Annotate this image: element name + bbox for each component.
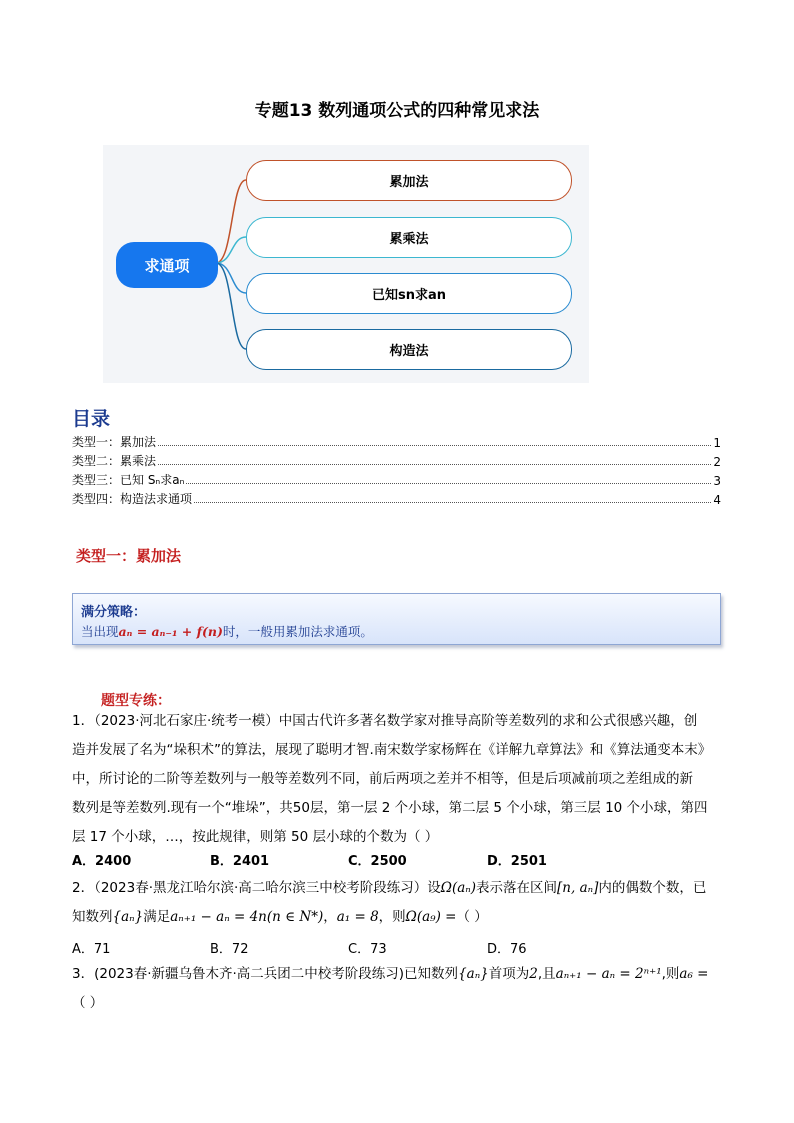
option-c[interactable]: C．2500	[348, 854, 407, 869]
toc-item-page: 3	[713, 474, 721, 488]
option-c[interactable]: C．73	[348, 942, 387, 957]
question-line: 中，所讨论的二阶等差数列与一般等差数列不同，前后两项之差并不相等，但是后项减前项之差组成的新	[72, 771, 693, 787]
q2-text: 内的偶数个数，已	[598, 880, 707, 896]
q2-math: a₁ = 8	[336, 909, 379, 925]
toc-item-3[interactable]	[72, 471, 721, 488]
strategy-title: 满分策略：	[81, 605, 147, 620]
toc-item-1[interactable]	[72, 433, 721, 450]
question-2	[72, 874, 724, 932]
question-line: 造并发展了名为“垛积术”的算法，展现了聪明才智.南宋数学家杨辉在《详解九章算法》和《算法通变本末》	[72, 742, 712, 758]
question-line	[72, 903, 724, 932]
q3-text: 3．(2023春·新疆乌鲁木齐·高二兵团二中校考阶段练习)已知数列	[72, 966, 459, 982]
connector-branch-3	[216, 263, 246, 293]
q2-text: 知数列	[72, 909, 113, 925]
q2-math: Ω(a₉) =	[405, 909, 457, 925]
q2-text: （ ）	[456, 909, 488, 925]
q3-math: aₙ₊₁ − aₙ = 2ⁿ⁺¹	[555, 966, 662, 982]
strategy-text	[81, 622, 373, 640]
question-line: 层 17 个小球，…，按此规律，则第 50 层小球的个数为（ ）	[72, 829, 439, 845]
q2-text: 表示落在区间	[476, 880, 558, 896]
q3-math: 2	[529, 966, 538, 982]
mind-map-root: 求通项	[116, 242, 218, 288]
strategy-text-post: 时，一般用累加法求通项。	[222, 624, 373, 639]
toc-heading: 目录	[72, 408, 111, 430]
option-a[interactable]: A．2400	[72, 854, 132, 869]
q3-math: {aₙ}	[458, 966, 489, 982]
q2-math: Ω(aₙ)	[440, 880, 477, 896]
q2-text: 满足	[143, 909, 171, 925]
toc-item-label: 类型一：累加法	[72, 435, 157, 449]
q2-text: ，	[323, 909, 337, 925]
q2-math: {aₙ}	[112, 909, 144, 925]
question-line: （ ）	[72, 995, 104, 1011]
question-line	[72, 874, 724, 903]
section-heading-type1: 类型一：累加法	[76, 547, 182, 565]
question-2-options	[72, 938, 724, 958]
toc-item-2[interactable]	[72, 452, 721, 469]
q3-text: ,则	[661, 966, 680, 982]
question-1-options	[72, 850, 724, 870]
toc-item-4[interactable]	[72, 490, 721, 507]
toc-leader-dots	[158, 464, 711, 465]
q3-text: 首项为	[488, 966, 530, 982]
q3-text: ,且	[537, 966, 556, 982]
question-line: 1．（2023·河北石家庄·统考一模）中国古代许多著名数学家对推导高阶等差数列的求和公式很感兴趣，创	[72, 713, 698, 729]
q2-text: ，则	[378, 909, 406, 925]
toc-item-page: 1	[713, 436, 721, 450]
question-line: 数列是等差数列.现有一个“堆垛”，共50层，第一层 2 个小球，第二层 5 个小球，第三层 10 个小球，第四	[72, 800, 708, 816]
strategy-box	[72, 593, 721, 645]
drill-heading: 题型专练：	[101, 693, 171, 709]
toc-item-label: 类型三：已知 Sₙ求aₙ	[72, 473, 185, 487]
mind-map-branch-3: 已知sn求an	[246, 273, 572, 314]
toc-item-page: 4	[713, 493, 721, 507]
toc-item-label: 类型二：累乘法	[72, 454, 157, 468]
mind-map-branch-1: 累加法	[246, 160, 572, 201]
q2-math: [n, aₙ]	[557, 880, 599, 896]
q3-math: a₆ =	[679, 966, 709, 982]
option-b[interactable]: B．2401	[210, 854, 270, 869]
q2-text: 2．（2023春·黑龙江哈尔滨·高二哈尔滨三中校考阶段练习）设	[72, 880, 441, 896]
page-title: 专题13 数列通项公式的四种常见求法	[254, 101, 540, 121]
toc-leader-dots	[186, 483, 711, 484]
toc-item-label: 类型四：构造法求通项	[72, 492, 193, 506]
option-a[interactable]: A．71	[72, 942, 111, 957]
question-3	[72, 960, 724, 1018]
strategy-text-pre: 当出现	[81, 624, 119, 639]
option-d[interactable]: D．2501	[487, 854, 547, 869]
question-line	[72, 960, 724, 989]
question-1	[72, 707, 724, 852]
option-b[interactable]: B．72	[210, 942, 249, 957]
q2-math: aₙ₊₁ − aₙ = 4n(n ∈ N*)	[170, 909, 324, 925]
connector-branch-2	[216, 237, 246, 263]
mind-map	[103, 145, 589, 383]
toc-item-page: 2	[713, 455, 721, 469]
strategy-formula: aₙ = aₙ₋₁ + f(n)	[118, 624, 223, 639]
mind-map-branch-2: 累乘法	[246, 217, 572, 258]
mind-map-branch-4: 构造法	[246, 329, 572, 370]
toc-leader-dots	[194, 502, 711, 503]
option-d[interactable]: D．76	[487, 942, 527, 957]
toc-leader-dots	[158, 445, 711, 446]
